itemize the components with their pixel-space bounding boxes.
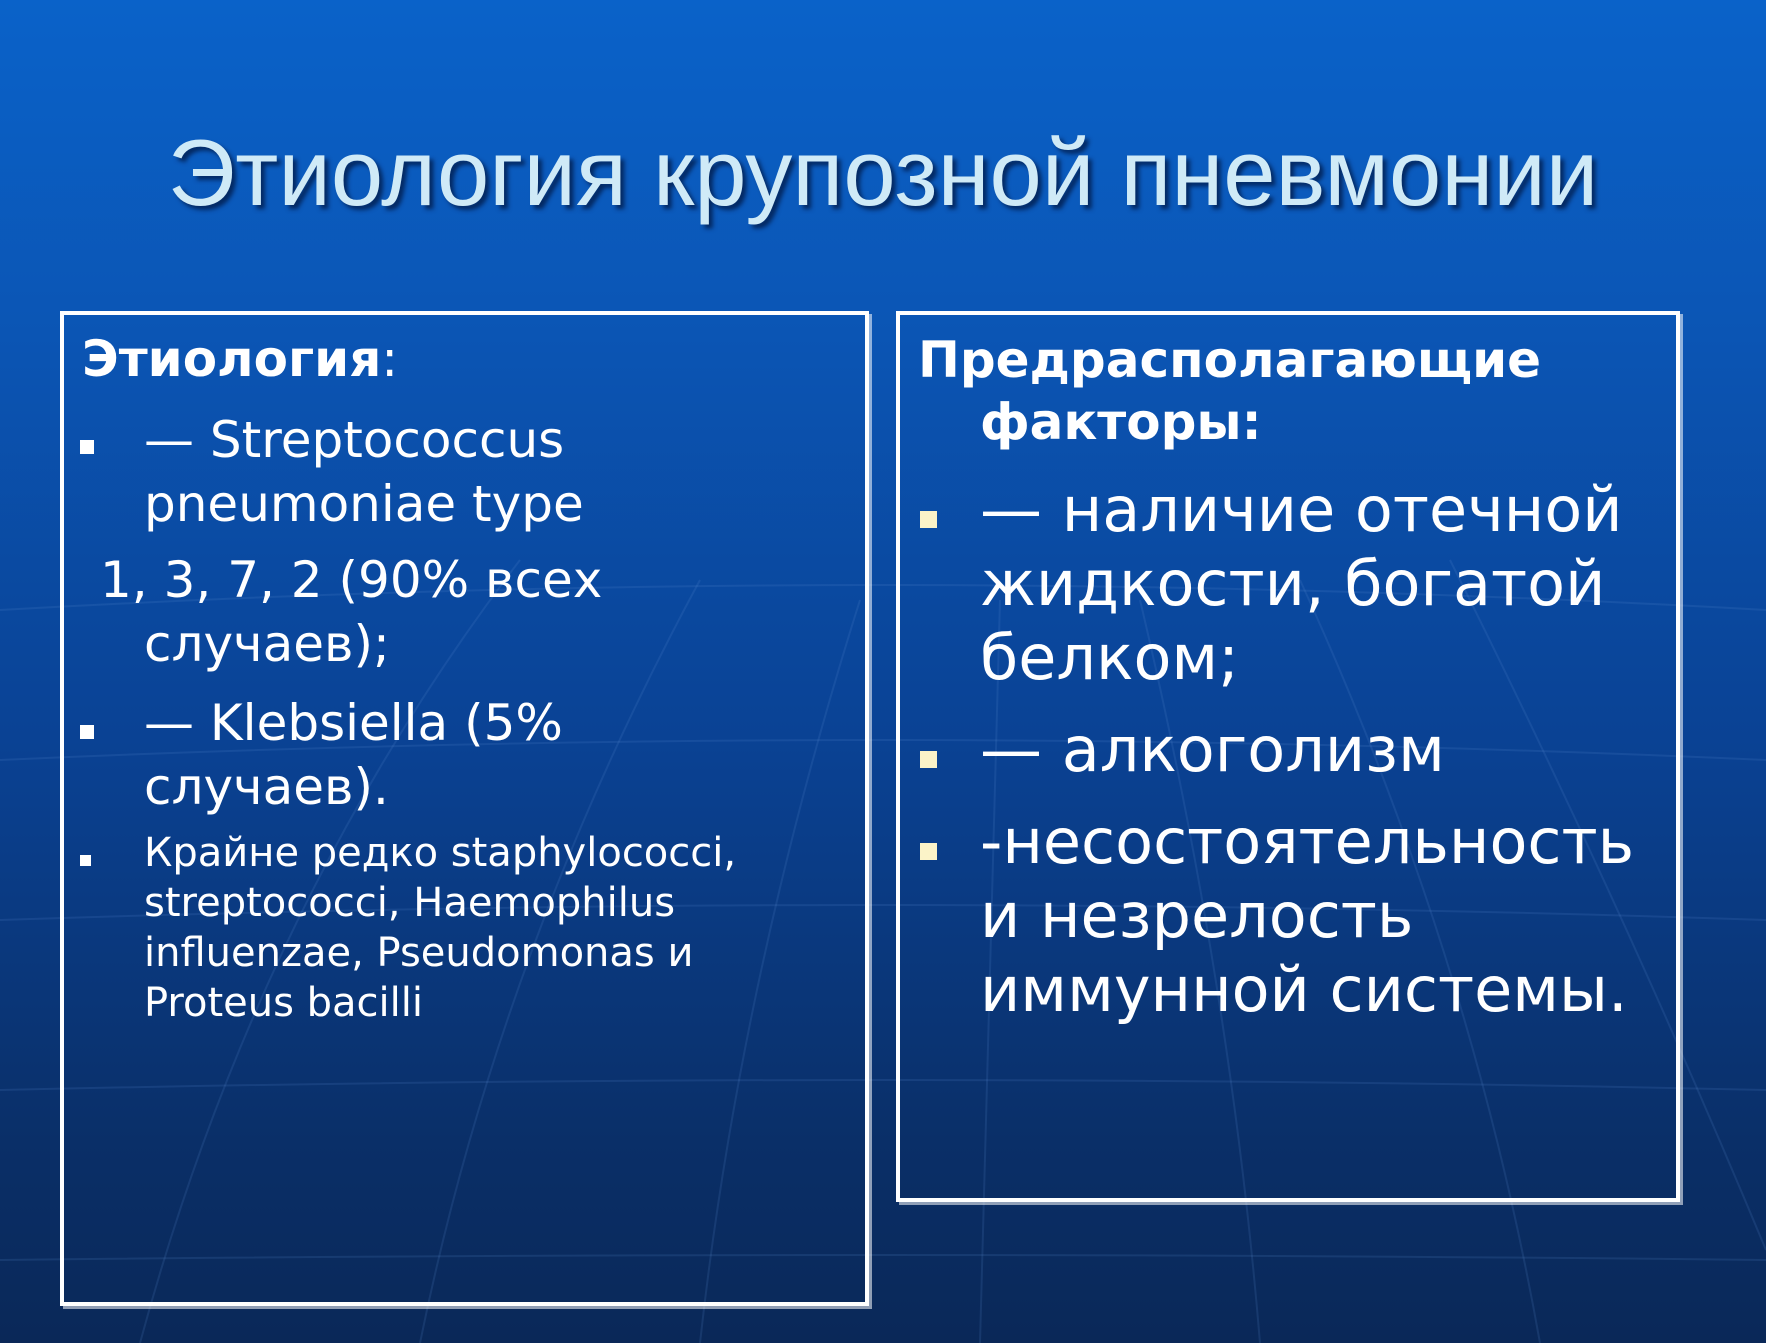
list-item-line: -несостоятельность — [980, 805, 1635, 878]
list-item-line: белком; — [980, 621, 1240, 694]
etiology-heading — [82, 329, 398, 389]
square-bullet-icon — [80, 725, 94, 739]
list-item-line: Proteus bacilli — [144, 980, 424, 1026]
list-item-line: и незрелость — [980, 879, 1414, 952]
predisposing-factors-panel — [896, 311, 1680, 1202]
etiology-heading-colon: : — [381, 330, 399, 388]
slide-title: Этиология крупозной пневмонии — [167, 120, 1599, 225]
factors-heading-line: факторы: — [980, 393, 1262, 451]
list-item-line: — Klebsiella (5% — [144, 694, 563, 752]
list-item-line: жидкости, богатой — [980, 547, 1606, 620]
list-item-line: pneumoniae type — [144, 475, 584, 533]
list-item-line: — Streptococcus — [144, 411, 565, 469]
list-item-line: — алкоголизм — [980, 713, 1445, 786]
list-item-line: случаев); — [144, 615, 390, 673]
square-bullet-icon — [80, 855, 91, 866]
list-item-line: Крайне редко staphylococci, — [144, 830, 737, 876]
list-item-line: influenzae, Pseudomonas и — [144, 930, 694, 976]
square-bullet-icon — [920, 511, 937, 528]
list-item-line: 1, 3, 7, 2 (90% всех — [100, 551, 603, 609]
list-item-line: streptococci, Haemophilus — [144, 880, 676, 926]
etiology-panel — [60, 311, 869, 1306]
list-item-line: случаев). — [144, 758, 389, 816]
list-item-line: иммунной системы. — [980, 953, 1628, 1026]
square-bullet-icon — [80, 440, 94, 454]
etiology-heading-text: Этиология — [82, 330, 382, 388]
factors-heading-line: Предрасполагающие — [918, 331, 1542, 389]
square-bullet-icon — [920, 751, 937, 768]
list-item-line: — наличие отечной — [980, 473, 1623, 546]
square-bullet-icon — [920, 843, 937, 860]
